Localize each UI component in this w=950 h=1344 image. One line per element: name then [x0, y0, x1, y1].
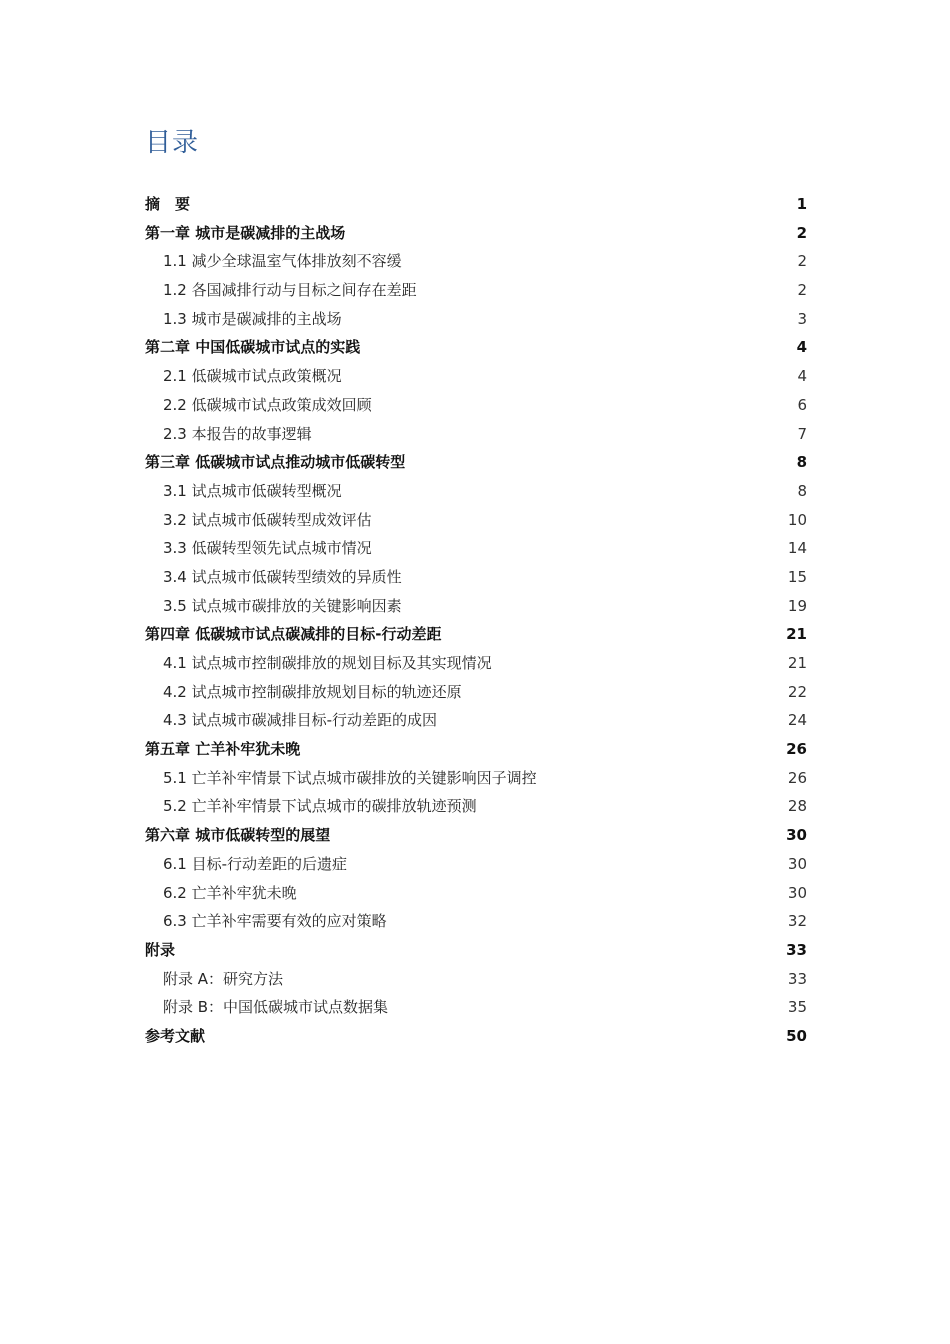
toc-section-entry[interactable]	[145, 764, 807, 793]
toc-entry-label: 4.3 试点城市碳减排目标-行动差距的成因	[163, 711, 438, 730]
toc-chapter-entry[interactable]	[145, 1022, 807, 1051]
toc-chapter-entry[interactable]	[145, 936, 807, 965]
toc-entry-label: 第二章 中国低碳城市试点的实践	[145, 338, 361, 357]
toc-entry-label: 3.3 低碳转型领先试点城市情况	[163, 539, 372, 558]
toc-page-number: 4	[796, 338, 807, 357]
toc-entry-label: 3.1 试点城市低碳转型概况	[163, 481, 342, 500]
toc-page-number: 21	[786, 625, 807, 644]
toc-page-number: 33	[786, 940, 807, 959]
toc-page-number: 24	[787, 711, 807, 730]
toc-page-number: 7	[797, 424, 807, 443]
toc-section-entry[interactable]	[145, 792, 807, 821]
toc-entry-label: 6.1 目标-行动差距的后遗症	[163, 854, 348, 873]
toc-entry-label: 附录 B：中国低碳城市试点数据集	[163, 998, 389, 1017]
toc-entry-label: 第六章 城市低碳转型的展望	[145, 826, 331, 845]
toc-entry-label: 2.3 本报告的故事逻辑	[163, 424, 312, 443]
toc-entry-label: 5.1 亡羊补牢情景下试点城市碳排放的关键影响因子调控	[163, 768, 537, 787]
toc-section-entry[interactable]	[145, 477, 807, 506]
toc-section-entry[interactable]	[145, 247, 807, 276]
toc-section-entry[interactable]	[145, 907, 807, 936]
toc-page-number: 28	[787, 797, 807, 816]
toc-page-number: 15	[787, 567, 807, 586]
toc-entry-label: 1.1 减少全球温室气体排放刻不容缓	[163, 252, 402, 271]
toc-page-number: 50	[786, 1026, 807, 1045]
toc-page-number: 8	[796, 453, 807, 472]
toc-section-entry[interactable]	[145, 993, 807, 1022]
toc-entry-label: 2.1 低碳城市试点政策概况	[163, 367, 342, 386]
toc-entry-label: 第一章 城市是碳减排的主战场	[145, 223, 346, 242]
toc-page-number: 32	[787, 912, 807, 931]
toc-page-number: 35	[787, 998, 807, 1017]
toc-entry-label: 4.2 试点城市控制碳排放规划目标的轨迹还原	[163, 682, 462, 701]
toc-section-entry[interactable]	[145, 678, 807, 707]
toc-entry-label: 附录 A：研究方法	[163, 969, 284, 988]
toc-chapter-entry[interactable]	[145, 620, 807, 649]
toc-page-number: 30	[786, 826, 807, 845]
toc-page-number: 2	[796, 223, 807, 242]
toc-entry-label: 1.3 城市是碳减排的主战场	[163, 309, 342, 328]
toc-page-number: 10	[787, 510, 807, 529]
toc-section-entry[interactable]	[145, 362, 807, 391]
toc-section-entry[interactable]	[145, 391, 807, 420]
toc-entry-label: 参考文献	[145, 1026, 206, 1045]
toc-chapter-entry[interactable]	[145, 448, 807, 477]
toc-entry-label: 第三章 低碳城市试点推动城市低碳转型	[145, 453, 406, 472]
toc-title: 目录	[145, 128, 200, 158]
toc-section-entry[interactable]	[145, 850, 807, 879]
toc-page-number: 33	[787, 969, 807, 988]
toc-page-number: 30	[787, 883, 807, 902]
toc-entry-label: 6.2 亡羊补牢犹未晚	[163, 883, 297, 902]
toc-chapter-entry[interactable]	[145, 821, 807, 850]
toc-page-number: 6	[797, 395, 807, 414]
toc-entry-label: 3.2 试点城市低碳转型成效评估	[163, 510, 372, 529]
toc-page-number: 2	[797, 252, 807, 271]
toc-entry-label: 1.2 各国减排行动与目标之间存在差距	[163, 281, 417, 300]
table-of-contents	[145, 190, 807, 1051]
toc-page-number: 19	[787, 596, 807, 615]
toc-section-entry[interactable]	[145, 563, 807, 592]
toc-chapter-entry[interactable]	[145, 333, 807, 362]
toc-entry-label: 第五章 亡羊补牢犹未晚	[145, 740, 301, 759]
toc-page-number: 21	[787, 654, 807, 672]
toc-page-number: 1	[796, 195, 807, 213]
toc-entry-label: 2.2 低碳城市试点政策成效回顾	[163, 395, 372, 414]
toc-section-entry[interactable]	[145, 276, 807, 305]
toc-section-entry[interactable]	[145, 592, 807, 621]
toc-entry-label: 4.1 试点城市控制碳排放的规划目标及其实现情况	[163, 654, 492, 672]
toc-chapter-entry[interactable]	[145, 190, 807, 219]
toc-chapter-entry[interactable]	[145, 219, 807, 248]
toc-section-entry[interactable]	[145, 305, 807, 334]
toc-page-number: 8	[797, 481, 807, 500]
toc-page-number: 4	[797, 367, 807, 386]
toc-page-number: 22	[787, 682, 807, 701]
toc-section-entry[interactable]	[145, 879, 807, 908]
toc-page-number: 3	[797, 309, 807, 328]
toc-section-entry[interactable]	[145, 534, 807, 563]
toc-page-number: 26	[786, 740, 807, 759]
toc-section-entry[interactable]	[145, 965, 807, 994]
toc-page-number: 14	[787, 539, 807, 558]
toc-entry-label: 附录	[145, 940, 176, 959]
toc-entry-label: 第四章 低碳城市试点碳减排的目标-行动差距	[145, 625, 442, 644]
toc-entry-label: 摘 要	[145, 195, 191, 213]
toc-entry-label: 3.4 试点城市低碳转型绩效的异质性	[163, 567, 402, 586]
toc-section-entry[interactable]	[145, 506, 807, 535]
toc-section-entry[interactable]	[145, 706, 807, 735]
toc-section-entry[interactable]	[145, 420, 807, 449]
toc-section-entry[interactable]	[145, 649, 807, 678]
toc-page-number: 26	[787, 768, 807, 787]
toc-entry-label: 3.5 试点城市碳排放的关键影响因素	[163, 596, 402, 615]
toc-chapter-entry[interactable]	[145, 735, 807, 764]
toc-page-number: 30	[787, 854, 807, 873]
toc-entry-label: 6.3 亡羊补牢需要有效的应对策略	[163, 912, 387, 931]
toc-entry-label: 5.2 亡羊补牢情景下试点城市的碳排放轨迹预测	[163, 797, 477, 816]
toc-page-number: 2	[797, 281, 807, 300]
